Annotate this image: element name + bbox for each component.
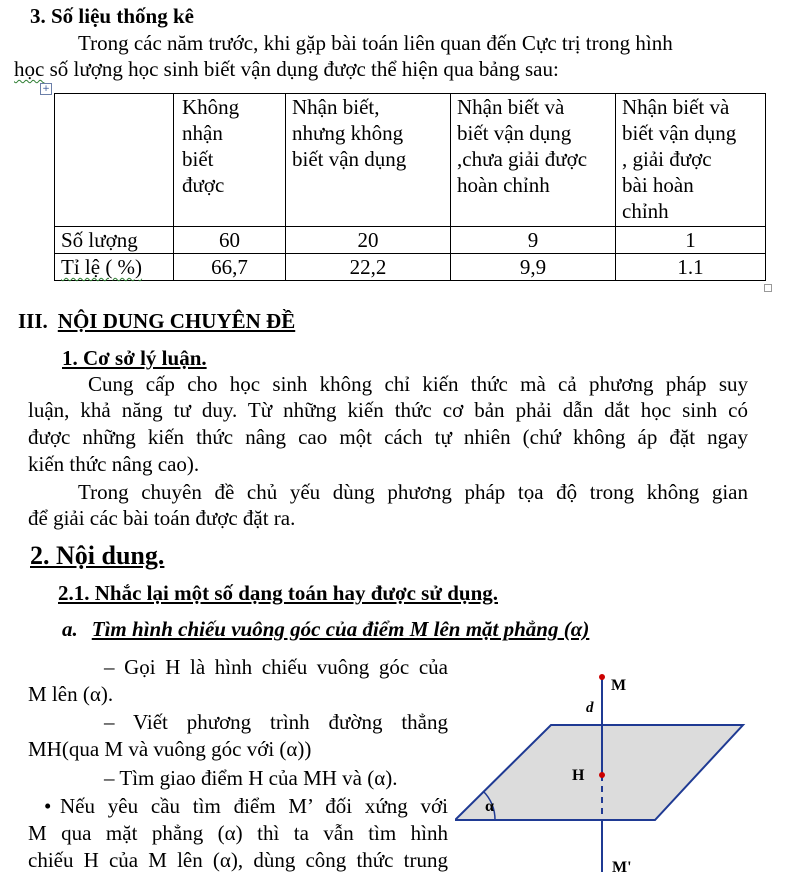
- bullet-2-line2: MH(qua M và vuông góc với (α)): [28, 737, 312, 761]
- table-cell: 1: [616, 227, 766, 254]
- bullet-2-line1: – Viết phương trình đường thẳng: [104, 710, 448, 734]
- bullet-4-marker: •: [44, 794, 52, 818]
- subsection-a-heading: [62, 616, 589, 642]
- bullet-4-line2: M qua mặt phẳng (α) thì ta vẫn tìm hình: [28, 821, 448, 845]
- point-H: [599, 772, 605, 778]
- table-row-label: Số lượng: [55, 227, 174, 254]
- paragraph-2-line1: Trong chuyên đề chủ yếu dùng phương pháp tọa độ trong không gian: [78, 480, 748, 504]
- plane-alpha: [455, 725, 743, 820]
- bullet-3-line1: – Tìm giao điểm H của MH và (α).: [104, 766, 398, 790]
- subsection-a-label: a.: [62, 617, 78, 641]
- table-resize-handle[interactable]: [764, 284, 772, 292]
- table-row-label-text: Tỉ lệ ( %): [61, 255, 143, 279]
- table-header-row: [55, 94, 766, 227]
- word-hoc: học: [14, 57, 45, 81]
- paragraph-1-line1: Cung cấp cho học sinh không chỉ kiến thức mà cả phương pháp suy: [88, 372, 748, 396]
- table-header-cell: Không nhận biết được: [174, 94, 286, 227]
- paragraph-2-line2: để giải các bài toán được đặt ra.: [28, 506, 296, 530]
- subsection-2-heading: 2. Nội dung.: [30, 541, 165, 570]
- subsection-2-1-heading: 2.1. Nhắc lại một số dạng toán hay được sử dụng.: [58, 581, 498, 605]
- table-cell: 22,2: [286, 254, 451, 281]
- table-cell: 20: [286, 227, 451, 254]
- label-M: M: [611, 677, 627, 694]
- paragraph-1-line3: được những kiến thức nâng cao một cách tự nhiên (chứ không áp đặt ngay: [28, 425, 748, 449]
- table-cell: 66,7: [174, 254, 286, 281]
- table-row: [55, 254, 766, 281]
- plane-projection-figure: [455, 665, 755, 872]
- table-cell: 1.1: [616, 254, 766, 281]
- bullet-1-line1: – Gọi H là hình chiếu vuông góc của: [104, 655, 448, 679]
- section-III-heading: [18, 308, 295, 334]
- bullet-1-line2: M lên (α).: [28, 682, 114, 706]
- paragraph-1-line2: luận, khả năng tư duy. Từ những kiến thức cơ bản phải dẫn dắt học sinh có: [28, 398, 748, 422]
- label-H: H: [572, 767, 585, 784]
- section-III-number: III.: [18, 309, 48, 333]
- section-3-heading: 3. Số liệu thống kê: [30, 4, 194, 28]
- label-d: d: [586, 700, 594, 716]
- statistics-table: [54, 93, 766, 281]
- table-header-cell: Nhận biết và biết vận dụng ,chưa giải được hoàn chỉnh: [451, 94, 616, 227]
- label-M-prime: M': [612, 859, 632, 872]
- table-header-cell: Nhận biết và biết vận dụng , giải được bài hoàn chỉnh: [616, 94, 766, 227]
- section-III-title: NỘI DUNG CHUYÊN ĐỀ: [57, 309, 296, 333]
- table-cell: 60: [174, 227, 286, 254]
- subsection-a-title: Tìm hình chiếu vuông góc của điểm M lên mặt phẳng (α): [91, 617, 590, 641]
- table-row: [55, 227, 766, 254]
- table-header-cell: Nhận biết, nhưng không biết vận dụng: [286, 94, 451, 227]
- bullet-4-line3: chiếu H của M lên (α), dùng công thức trung: [28, 848, 448, 872]
- subsection-1-heading: 1. Cơ sở lý luận.: [62, 346, 207, 370]
- table-cell: 9,9: [451, 254, 616, 281]
- point-M: [599, 674, 605, 680]
- table-row-label: [55, 254, 174, 281]
- table-cell: 9: [451, 227, 616, 254]
- table-move-handle-icon[interactable]: +: [40, 83, 52, 95]
- section-3-paragraph-line2: [14, 56, 559, 82]
- section-3-paragraph-line2-rest: số lượng học sinh biết vận dụng được thể hiện qua bảng sau:: [44, 57, 559, 81]
- paragraph-1-line4: kiến thức nâng cao).: [28, 452, 200, 476]
- label-alpha: α: [485, 798, 494, 815]
- table-header-cell: [55, 94, 174, 227]
- bullet-4-line1: Nếu yêu cầu tìm điểm M’ đối xứng với: [60, 794, 448, 818]
- section-3-paragraph-line1: Trong các năm trước, khi gặp bài toán liên quan đến Cực trị trong hình: [78, 31, 673, 55]
